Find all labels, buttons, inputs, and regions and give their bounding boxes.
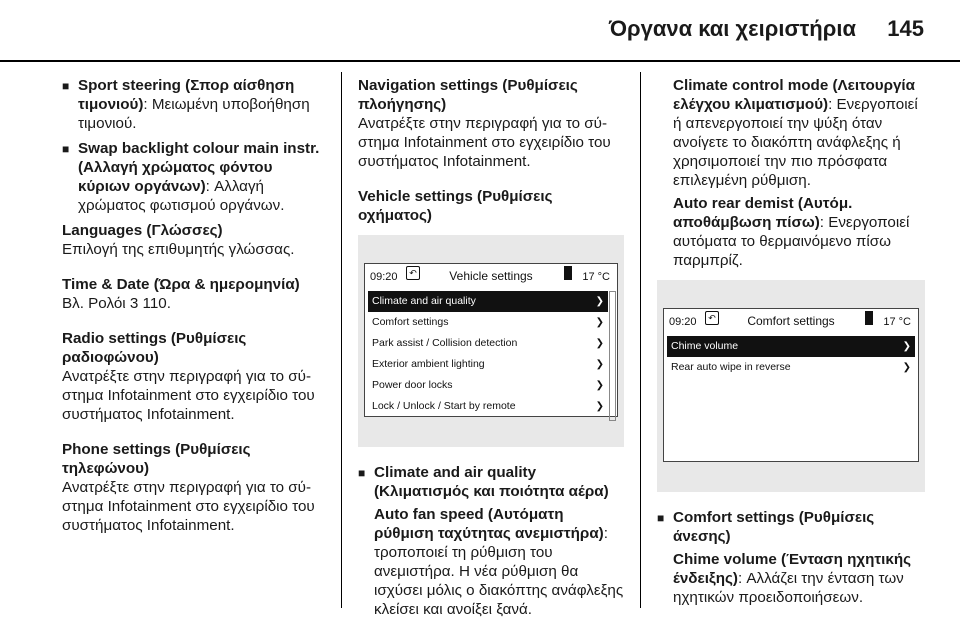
list-item-climate	[358, 463, 624, 619]
menu-item-comfort[interactable]	[368, 312, 608, 333]
screen-title: Comfort settings	[747, 314, 835, 328]
chevron-right-icon: ❯	[595, 380, 604, 391]
navigation-settings-title: Navigation settings (Ρυθμίσεις πλοήγησης)	[358, 77, 578, 113]
vehicle-settings-title: Vehicle settings (Ρυθμίσεις οχήματος)	[358, 188, 553, 224]
screen-time: 09:20	[669, 316, 697, 328]
header-rule	[0, 60, 960, 62]
time-date-section	[62, 275, 324, 313]
auto-rear-demist-title: Auto rear demist (Αυτόμ. αποθάμβωση πίσω)	[673, 195, 853, 231]
chevron-right-icon: ❯	[595, 359, 604, 370]
menu-item-label: Chime volume	[671, 340, 739, 352]
bullet-icon: ■	[62, 79, 70, 93]
navigation-settings-text: Ανατρέξτε στην περιγραφή για το σύστημα Infotainment στο εγχειρίδιο του συστήματος Infotainment.	[358, 115, 611, 170]
screen-scrollbar	[609, 291, 616, 421]
door-icon	[865, 311, 873, 325]
menu-item-rear-wipe[interactable]	[667, 357, 915, 378]
chevron-right-icon: ❯	[595, 338, 604, 349]
climate-control-mode-text: : Ενεργοποιεί ή απενεργοποιεί την ψύξη όταν ανοίγετε το διακόπτη ανάφλεξης ή χρησιμοποιεί την πιο πρόσφατα επιλεγμένη ρύθμιση.	[673, 96, 918, 189]
menu-item-label: Park assist / Collision detection	[372, 337, 518, 349]
sport-steering-text: : Μειωμένη υποβοήθηση τιμονιού.	[78, 96, 310, 132]
menu-item-power-locks[interactable]	[368, 375, 608, 396]
screen-temperature: 17 °C	[883, 316, 911, 328]
auto-fan-title: Auto fan speed (Αυτόματη ρύθμιση ταχύτητας ανεμιστήρα)	[374, 506, 604, 542]
door-icon	[564, 266, 572, 280]
languages-text: Επιλογή της επιθυμητής γλώσσας.	[62, 241, 295, 258]
climate-control-mode-title: Climate control mode (Λειτουργία ελέγχου κλιματισμού)	[673, 77, 915, 113]
menu-item-label: Climate and air quality	[372, 295, 476, 307]
swap-backlight-text: : Αλλαγή χρώματος φωτισμού οργάνων.	[78, 178, 285, 214]
column-2	[358, 76, 624, 625]
time-date-text: Βλ. Ρολόι 3 110.	[62, 295, 171, 312]
chevron-right-icon: ❯	[902, 341, 911, 352]
column-divider-1	[341, 72, 342, 608]
radio-settings-text: Ανατρέξτε στην περιγραφή για το σύστημα Infotainment στο εγχειρίδιο του συστήματος Infotainment.	[62, 368, 315, 423]
comfort-settings-screenshot	[657, 280, 925, 492]
menu-item-label: Power door locks	[372, 379, 453, 391]
back-icon: ↶	[705, 311, 719, 325]
auto-fan-text: : τροποποιεί τη ρύθμιση του ανεμιστήρα. Η νέα ρύθμιση θα ισχύσει μόλις ο διακόπτης ανάφλεξης κλείσει και ανοίξει ξανά.	[374, 525, 624, 618]
radio-settings-section	[62, 329, 324, 424]
list-item-swap-backlight	[62, 139, 324, 215]
menu-item-label: Comfort settings	[372, 316, 449, 328]
sport-steering-title: Sport steering (Σπορ αίσθηση τιμονιού)	[78, 77, 295, 113]
chime-volume-text: : Αλλάζει την ένταση των ηχητικών προειδοποιήσεων.	[673, 570, 904, 606]
screen-status-bar	[663, 308, 919, 330]
radio-settings-title: Radio settings (Ρυθμίσεις ραδιοφώνου)	[62, 330, 247, 366]
bullet-icon: ■	[62, 142, 70, 156]
screen-frame	[663, 308, 919, 462]
phone-settings-section	[62, 440, 324, 535]
list-item-sport-steering	[62, 76, 324, 133]
navigation-settings-section	[358, 76, 624, 171]
climate-title: Climate and air quality (Κλιματισμός και ποιότητα αέρα)	[374, 464, 609, 500]
screen-status-bar	[364, 263, 618, 285]
chevron-right-icon: ❯	[902, 362, 911, 373]
chevron-right-icon: ❯	[595, 401, 604, 412]
auto-rear-demist-text: : Ενεργοποιεί αυτόματα το θερμαινόμενο πίσω παρμπρίζ.	[673, 214, 910, 269]
menu-item-remote[interactable]	[368, 396, 608, 417]
climate-control-mode-section	[657, 76, 925, 270]
phone-settings-title: Phone settings (Ρυθμίσεις τηλεφώνου)	[62, 441, 251, 477]
page-title: Όργανα και χειριστήρια	[608, 16, 856, 41]
screen-temperature: 17 °C	[582, 271, 610, 283]
menu-item-label: Exterior ambient lighting	[372, 358, 485, 370]
screen-time: 09:20	[370, 271, 398, 283]
list-item-comfort	[657, 508, 925, 607]
page-number: 145	[887, 16, 924, 41]
column-1	[62, 76, 324, 551]
menu-item-park-assist[interactable]	[368, 333, 608, 354]
bullet-icon: ■	[358, 466, 366, 480]
chime-volume-title: Chime volume (Ένταση ηχητικής ένδειξης)	[673, 551, 912, 587]
screen-menu-list	[368, 291, 608, 417]
menu-item-label: Rear auto wipe in reverse	[671, 361, 791, 373]
chevron-right-icon: ❯	[595, 296, 604, 307]
column-3	[657, 76, 925, 613]
chevron-right-icon: ❯	[595, 317, 604, 328]
menu-item-chime-volume[interactable]	[667, 336, 915, 357]
vehicle-settings-screenshot	[358, 235, 624, 447]
screen-menu-list	[667, 336, 915, 378]
bullet-icon: ■	[657, 511, 665, 525]
menu-item-climate[interactable]	[368, 291, 608, 312]
phone-settings-text: Ανατρέξτε στην περιγραφή για το σύστημα Infotainment στο εγχειρίδιο του συστήματος Infotainment.	[62, 479, 315, 534]
time-date-title: Time & Date (Ώρα & ημερομηνία)	[62, 276, 300, 293]
swap-backlight-title: Swap backlight colour main instr. (Αλλαγή χρώματος φόντου κύριων οργάνων)	[78, 140, 320, 195]
page-header	[0, 0, 960, 62]
menu-item-label: Lock / Unlock / Start by remote	[372, 400, 516, 412]
comfort-title: Comfort settings (Ρυθμίσεις άνεσης)	[673, 509, 875, 545]
menu-item-exterior-lighting[interactable]	[368, 354, 608, 375]
languages-section	[62, 221, 324, 259]
screen-title: Vehicle settings	[449, 269, 533, 283]
back-icon: ↶	[406, 266, 420, 280]
column-divider-2	[640, 72, 641, 608]
languages-title: Languages (Γλώσσες)	[62, 222, 223, 239]
